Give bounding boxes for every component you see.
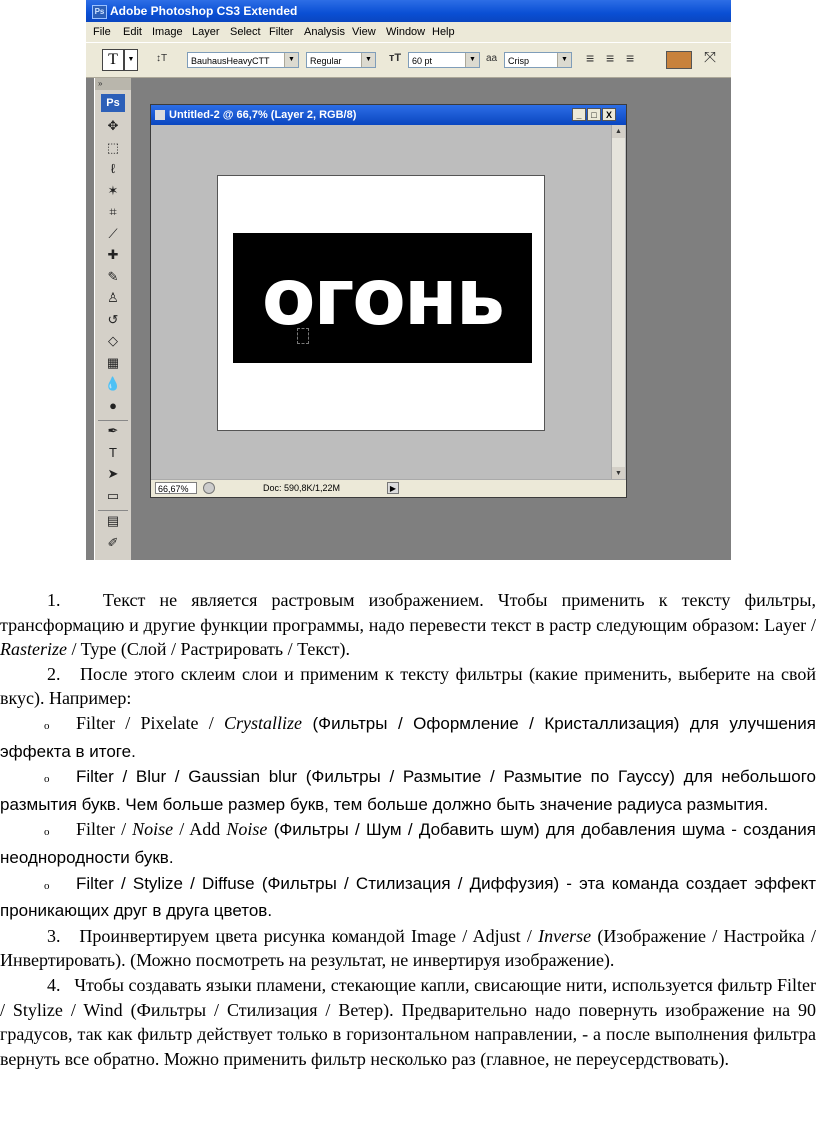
notes-icon[interactable]: ▤ [106, 513, 120, 528]
paragraph-text: (Фильтры / Оформление / Кристаллизация) для улучшения эффекта в итоге. [0, 713, 816, 761]
paragraph-text: / Type (Слой / Растрировать / Текст). [67, 639, 351, 660]
text-cursor-icon [297, 328, 309, 344]
paragraph-text: Filter / [76, 819, 133, 840]
paragraph-4 [0, 973, 816, 1071]
toolbox-grip[interactable]: » [95, 78, 131, 90]
slice-icon[interactable]: ⟋ [108, 225, 118, 241]
scroll-up-icon[interactable]: ▲ [612, 125, 625, 138]
maximize-button[interactable]: □ [587, 108, 601, 121]
type-tool-glyph: T [108, 51, 118, 68]
orientation-toggle-icon[interactable]: ↕T [156, 53, 168, 64]
healing-icon[interactable]: ✚ [107, 247, 119, 262]
bullet-icon: o [44, 826, 50, 839]
zoom-field[interactable]: 66,67% [155, 482, 197, 494]
document-title: Untitled-2 @ 66,7% (Layer 2, RGB/8) [169, 109, 357, 121]
anti-alias-select[interactable] [504, 52, 572, 68]
gradient-icon[interactable]: ▦ [106, 354, 120, 370]
paragraph-text: / Add [173, 819, 227, 840]
paragraph-text: Filter / Pixelate / [76, 712, 224, 733]
font-size-select[interactable] [408, 52, 480, 68]
clone-stamp-icon[interactable]: ♙ [107, 290, 119, 305]
chevron-down-icon: ▼ [284, 53, 298, 67]
toolbox-separator [98, 420, 128, 421]
font-family-select[interactable] [187, 52, 299, 68]
options-bar [86, 42, 731, 78]
article-text [0, 588, 816, 1071]
italic-term: Rasterize [0, 639, 67, 660]
chevron-down-icon: ▼ [465, 53, 479, 67]
italic-term: Crystallize [224, 712, 303, 733]
type-tool-preset-button[interactable] [102, 49, 124, 71]
dodge-icon[interactable]: ● [109, 397, 117, 413]
menu-analysis[interactable]: Analysis [304, 26, 345, 38]
app-title-bar [86, 0, 731, 22]
menu-edit[interactable]: Edit [123, 26, 142, 38]
document-window [150, 104, 627, 498]
warp-text-icon[interactable]: ⤧ [704, 49, 717, 66]
minimize-button[interactable]: _ [572, 108, 586, 121]
move-icon[interactable]: ✥ [107, 118, 119, 133]
paragraph-number: 4. [47, 974, 61, 995]
paragraph-number: 3. [47, 925, 61, 946]
status-info-icon[interactable] [203, 482, 215, 494]
font-family-value: BauhausHeavyCTT [191, 56, 270, 66]
toolbox [94, 78, 132, 560]
status-menu-arrow-icon[interactable]: ▶ [387, 482, 399, 494]
menu-select[interactable]: Select [230, 26, 261, 38]
bullet-icon: o [44, 719, 50, 732]
document-size: Doc: 590,8K/1,22M [263, 483, 341, 493]
align-left-icon[interactable]: ≡ [586, 50, 595, 66]
italic-term: Inverse [538, 925, 592, 946]
menu-view[interactable]: View [352, 26, 376, 38]
canvas-text-layer: огонь [233, 233, 532, 363]
blur-icon[interactable]: 💧 [104, 376, 122, 391]
paragraph-text: (Изображение / Настройка / Инвертировать). (Можно посмотреть на результат, не инвертируя изображение). [0, 925, 816, 971]
italic-term: Noise [226, 819, 268, 840]
font-style-select[interactable] [306, 52, 376, 68]
paragraph-text: Чтобы создавать языки пламени, стекающие капли, свисающие нити, используется фильтр Filter / Stylize / Wind (Фильтры / Стилизация / Ветер). Предварительно надо повернуть изображение на 90 градусов, так как фильтр действует только в горизонтальном направлении, - а после выполнения фильтра вернуть все обратно. Можно применить фильтр несколько раз (главное, не переусердствовать). [0, 974, 816, 1069]
align-right-icon[interactable]: ≡ [626, 50, 635, 66]
paragraph-3 [0, 924, 816, 973]
document-icon [155, 110, 165, 120]
menu-image[interactable]: Image [152, 26, 183, 38]
bullet-gaussian-blur [0, 764, 816, 817]
bullet-icon: o [44, 773, 50, 786]
photoshop-logo: Ps [101, 94, 125, 112]
bullet-add-noise [0, 817, 816, 870]
menu-help[interactable]: Help [432, 26, 455, 38]
paragraph-text: Текст не является растровым изображением. Чтобы применить к тексту фильтры, трансформацию и другие функции программы, надо перевести текст в растр следующим образом: Layer / [0, 590, 816, 635]
font-size-icon: ᴛT [389, 52, 402, 64]
bullet-crystallize [0, 711, 816, 764]
menu-bar [86, 22, 731, 42]
font-style-value: Regular [310, 56, 342, 66]
menu-file[interactable]: File [93, 26, 111, 38]
paragraph-number: 2. [47, 663, 61, 684]
photoshop-icon: Ps [92, 5, 107, 19]
eyedropper-icon[interactable]: ✐ [107, 534, 119, 550]
paragraph-text: Filter / Blur / Gaussian blur (Фильтры / Размытие / Размытие по Гауссу) для небольшого размытия букв. Чем больше размер букв, тем больше должно быть значение радиуса размытия. [0, 767, 816, 814]
marquee-icon[interactable]: ⬚ [106, 139, 120, 155]
history-brush-icon[interactable]: ↺ [107, 311, 119, 327]
paragraph-text: После этого склеим слои и применим к тексту фильтры (какие применить, выберите на свой вкус). Например: [0, 663, 816, 709]
menu-window[interactable]: Window [386, 26, 426, 38]
crop-icon[interactable]: ⌗ [109, 204, 117, 219]
paragraph-text: Filter / Stylize / Diffuse (Фильтры / Стилизация / Диффузия) - эта команда создает эффект проникающих друг в друга цветов. [0, 873, 816, 921]
anti-alias-icon: aa [486, 53, 498, 64]
vertical-scrollbar[interactable] [611, 125, 625, 480]
font-size-value: 60 pt [412, 56, 433, 66]
paragraph-2 [0, 662, 816, 711]
shape-icon[interactable]: ▭ [106, 487, 120, 503]
lasso-icon[interactable]: ℓ [110, 161, 116, 176]
paragraph-text: (Фильтры / Шум / Добавить шум) для добавления шума - создания неоднородности букв. [0, 820, 816, 867]
photoshop-screenshot [86, 0, 731, 560]
paragraph-text: Проинвертируем цвета рисунка командой Image / Adjust / [79, 925, 539, 946]
tool-preset-dropdown-icon[interactable]: ▼ [124, 49, 138, 71]
scroll-down-icon[interactable]: ▼ [612, 467, 625, 480]
eraser-icon[interactable]: ◇ [108, 333, 118, 348]
align-center-icon[interactable]: ≡ [606, 50, 615, 66]
bullet-icon: o [44, 879, 50, 892]
bullet-diffuse [0, 871, 816, 924]
pen-icon[interactable]: ✒ [107, 423, 119, 438]
paragraph-number: 1. [47, 590, 61, 610]
anti-alias-value: Crisp [508, 56, 530, 66]
chevron-down-icon: ▼ [557, 53, 571, 67]
close-button[interactable]: X [602, 108, 616, 121]
type-icon[interactable]: T [109, 444, 117, 460]
menu-filter[interactable]: Filter [269, 26, 294, 38]
text-color-swatch[interactable] [666, 51, 692, 69]
document-title-bar [151, 105, 626, 125]
paragraph-1 [0, 588, 816, 662]
status-bar [151, 479, 626, 497]
toolbox-separator [98, 510, 128, 511]
path-select-icon[interactable]: ➤ [107, 466, 119, 481]
italic-term: Noise [132, 819, 174, 840]
app-title: Adobe Photoshop CS3 Extended [110, 4, 298, 18]
menu-layer[interactable]: Layer [192, 26, 220, 38]
chevron-down-icon: ▼ [361, 53, 375, 67]
image-canvas[interactable] [217, 175, 545, 431]
brush-icon[interactable]: ✎ [107, 268, 119, 284]
magic-wand-icon[interactable]: ✶ [107, 182, 119, 198]
